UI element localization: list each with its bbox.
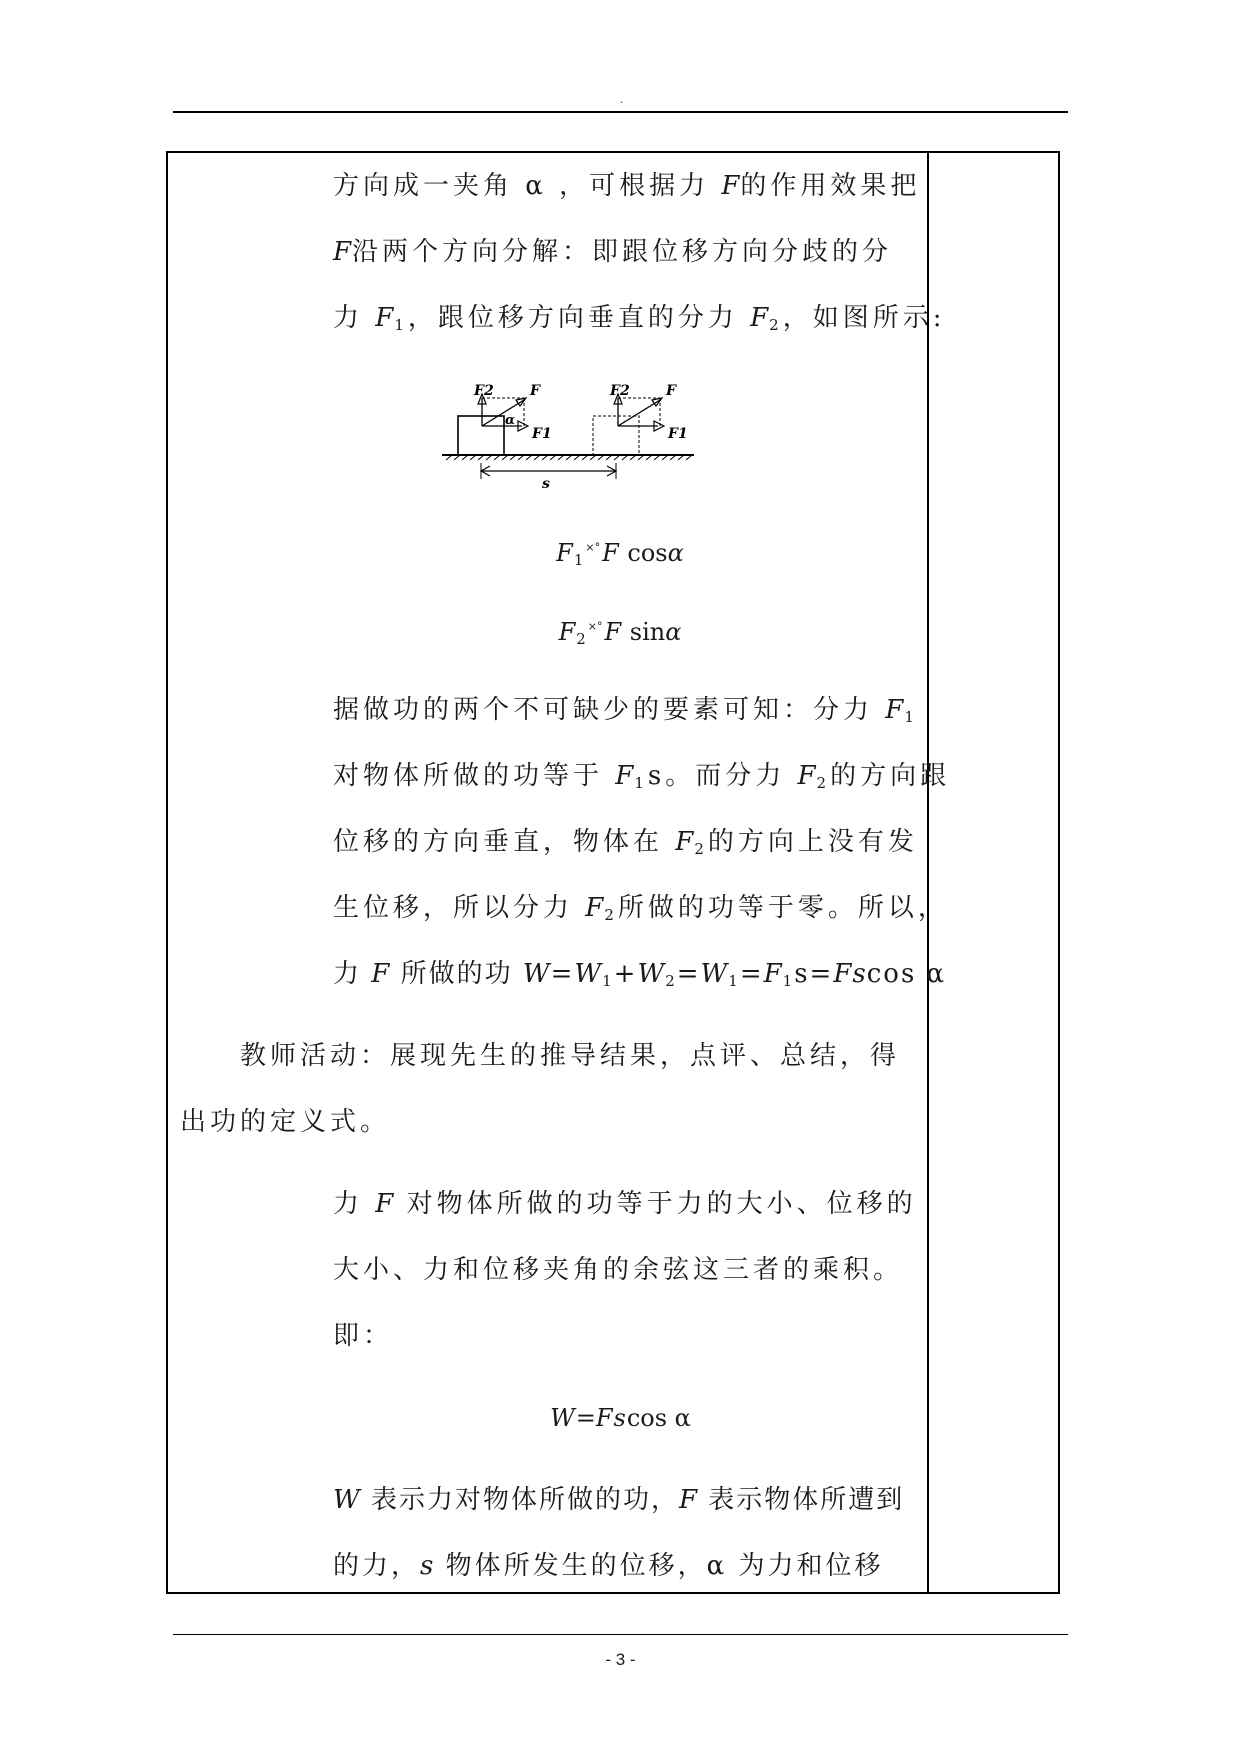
- paragraph-line-13: 的力，s 物体所发生的位移，α 为力和位移: [333, 1551, 884, 1581]
- paragraph-line-2: F沿两个方向分解：即跟位移方向分歧的分: [333, 237, 893, 267]
- diagram-label: F2: [610, 383, 630, 399]
- formula-f1: $F_1^{\times^\circ}F$ cosα: [556, 539, 685, 569]
- teacher-activity-line-2: 出功的定义式。: [180, 1107, 391, 1137]
- header-mark: .: [620, 92, 624, 106]
- paragraph-line-3: 力 $F_1$，跟位移方向垂直的分力 $F_2$，如图所示:: [333, 303, 946, 334]
- teacher-activity-line-1: 教师活动：展现先生的推导结果，点评、总结，得: [240, 1041, 901, 1071]
- formula-work: W=Fscos α: [550, 1404, 691, 1432]
- page-number: - 3 -: [605, 1650, 636, 1669]
- force-decomposition-diagram: [438, 378, 698, 490]
- paragraph-line-8: 力 F 所做的功 $W=W_1+W_2=W_1=F_1s=Fscos$ α: [333, 959, 947, 990]
- lesson-table: [166, 151, 1060, 1594]
- paragraph-line-4: 据做功的两个不可缺少的要素可知：分力 $F_1$: [333, 695, 918, 726]
- paragraph-line-11: 即：: [333, 1321, 394, 1351]
- paragraph-line-5: 对物体所做的功等于 $F_1s$。而分力 $F_2$的方向跟: [333, 761, 951, 792]
- diagram-label: F: [666, 383, 676, 399]
- diagram-label: F: [530, 383, 540, 399]
- paragraph-line-10: 大小、力和位移夹角的余弦这三者的乘积。: [333, 1255, 904, 1285]
- diagram-label: α: [505, 413, 516, 428]
- paragraph-line-1: 方向成一夹角 α ，可根据力 F的作用效果把: [333, 171, 921, 201]
- paragraph-line-6: 位移的方向垂直，物体在 $F_2$的方向上没有发: [333, 827, 918, 858]
- diagram-label: F1: [668, 426, 688, 442]
- footer-rule: [173, 1634, 1068, 1635]
- paragraph-line-12: W 表示力对物体所做的功，F 表示物体所遭到: [333, 1485, 905, 1515]
- paragraph-line-9: 力 F 对物体所做的功等于力的大小、位移的: [333, 1189, 917, 1219]
- paragraph-line-7: 生位移，所以分力 $F_2$所做的功等于零。所以，: [333, 893, 948, 924]
- formula-f2: $F_2^{\times^\circ}F$ sinα: [558, 618, 683, 648]
- diagram-label: F2: [474, 383, 494, 399]
- diagram-label: s: [542, 476, 550, 490]
- header-rule: [173, 111, 1068, 113]
- diagram-label: F1: [532, 426, 552, 442]
- table-column-divider: [927, 151, 929, 1594]
